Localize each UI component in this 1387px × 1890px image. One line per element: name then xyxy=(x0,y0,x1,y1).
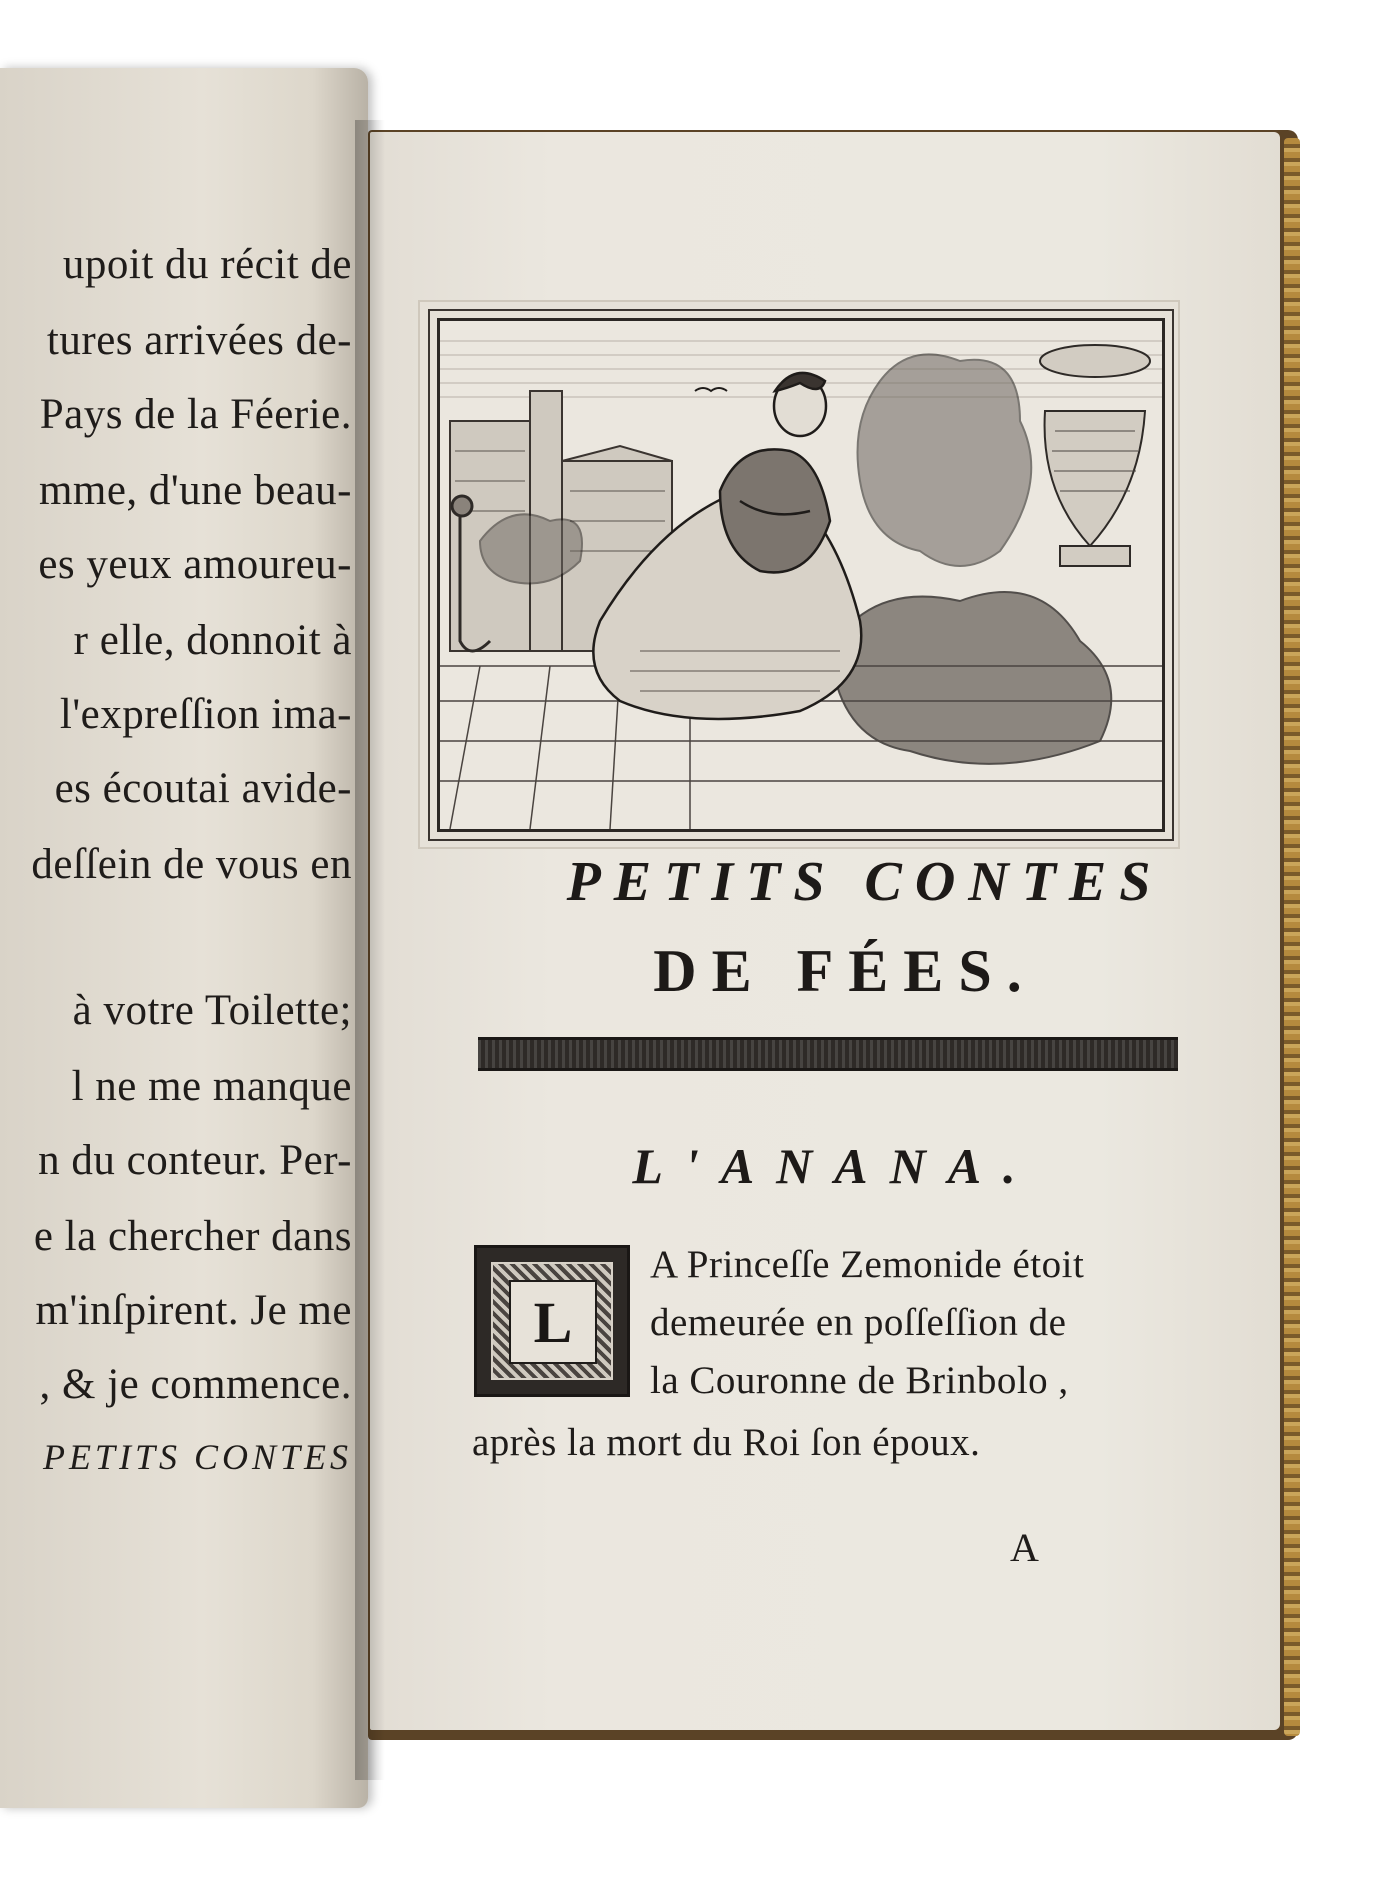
gilt-spine-edge xyxy=(1284,138,1300,1736)
left-text-line: m'inſpirent. Je me xyxy=(35,1287,352,1334)
right-page xyxy=(370,132,1280,1730)
left-page xyxy=(0,68,368,1808)
ornamental-rule xyxy=(478,1037,1178,1071)
section-title: L'ANANA. xyxy=(632,1138,1038,1194)
signature-mark: A xyxy=(1010,1525,1039,1570)
left-text-line: deſſein de vous en xyxy=(31,841,352,888)
left-text-line: , & je commence. xyxy=(39,1361,352,1408)
book-title-line1: PETITS CONTES xyxy=(566,851,1164,913)
body-text-line: la Couronne de Brinbolo , xyxy=(650,1359,1069,1402)
left-text-line: mme, d'une beau- xyxy=(38,467,352,514)
left-text-line: es écoutai avide- xyxy=(54,765,352,812)
left-text-line: upoit du récit de xyxy=(62,241,352,288)
left-text-line: à votre Toilette; xyxy=(72,987,352,1034)
left-text-line: e la chercher dans xyxy=(33,1213,352,1260)
body-text-line: A Princeſſe Zemonide étoit xyxy=(650,1243,1085,1286)
book-title-line2: DE FÉES. xyxy=(653,938,1037,1004)
left-text-line: Pays de la Féerie. xyxy=(39,391,352,438)
engraving-illustration xyxy=(437,318,1165,832)
left-text-line: tures arrivées de- xyxy=(46,317,352,364)
left-text-line: l ne me manque xyxy=(71,1063,352,1110)
drop-cap-letter: L xyxy=(509,1280,597,1364)
gutter-shadow xyxy=(355,120,385,1780)
body-text-line: après la mort du Roi ſon époux. xyxy=(472,1421,981,1464)
body-text-line: demeurée en poſſeſſion de xyxy=(650,1301,1067,1344)
left-text-line: n du conteur. Per- xyxy=(38,1137,352,1184)
drop-cap-ornament xyxy=(474,1245,630,1397)
left-text-line: es yeux amoureu- xyxy=(38,541,352,588)
left-text-line: l'expreſſion ima- xyxy=(59,691,352,738)
engraving-scene-icon xyxy=(440,321,1162,829)
catchword: PETITS CONTES xyxy=(42,1437,352,1477)
left-text-line: r elle, donnoit à xyxy=(73,617,352,664)
